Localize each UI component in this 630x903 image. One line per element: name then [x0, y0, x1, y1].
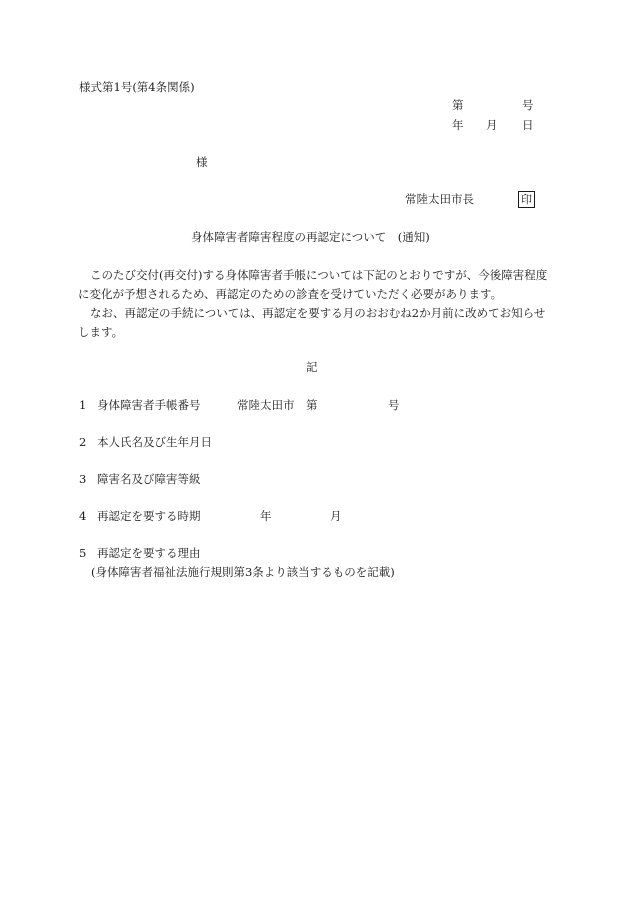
body-paragraph-2: なお、再認定の手続については、再認定を要する月のおおむね2か月前に改めてお知らせします。	[78, 306, 546, 339]
document-title: 身体障害者障害程度の再認定について (通知)	[191, 230, 430, 244]
item-value-city: 常陸太田市 第	[237, 398, 318, 412]
sender-name: 常陸太田市長	[405, 192, 474, 206]
item-number: 5	[79, 546, 87, 560]
item-number: 4	[79, 509, 87, 523]
item-number: 2	[79, 435, 87, 449]
addressee-suffix: 様	[196, 155, 208, 169]
date-month: 月	[486, 118, 498, 132]
seal-mark: 印	[518, 191, 535, 208]
item-label-recertification-time: 再認定を要する時期	[97, 509, 201, 523]
item-note: (身体障害者福祉法施行規則第3条より該当するものを記載)	[91, 565, 395, 579]
date-day: 日	[522, 118, 534, 132]
item-number: 3	[79, 472, 87, 486]
number-go: 号	[522, 98, 534, 112]
form-id: 様式第1号(第4条関係)	[79, 80, 195, 94]
item-value-go: 号	[388, 398, 400, 412]
item-label-disability-grade: 障害名及び障害等級	[97, 472, 201, 486]
item-label-recertification-reason: 再認定を要する理由	[97, 546, 201, 560]
body-paragraph-1: このたび交付(再交付)する身体障害者手帳については下記のとおりですが、今後障害程度に変化が予想されるため、再認定のための診査を受けていただく必要があります。	[78, 268, 548, 301]
ki-heading: 記	[306, 360, 318, 374]
item-value-month: 月	[330, 509, 342, 523]
date-year: 年	[452, 118, 464, 132]
item-label-handbook-number: 身体障害者手帳番号	[97, 398, 201, 412]
item-label-name-birthdate: 本人氏名及び生年月日	[97, 435, 212, 449]
number-dai: 第	[452, 98, 464, 112]
item-value-year: 年	[260, 509, 272, 523]
item-number: 1	[79, 398, 87, 412]
